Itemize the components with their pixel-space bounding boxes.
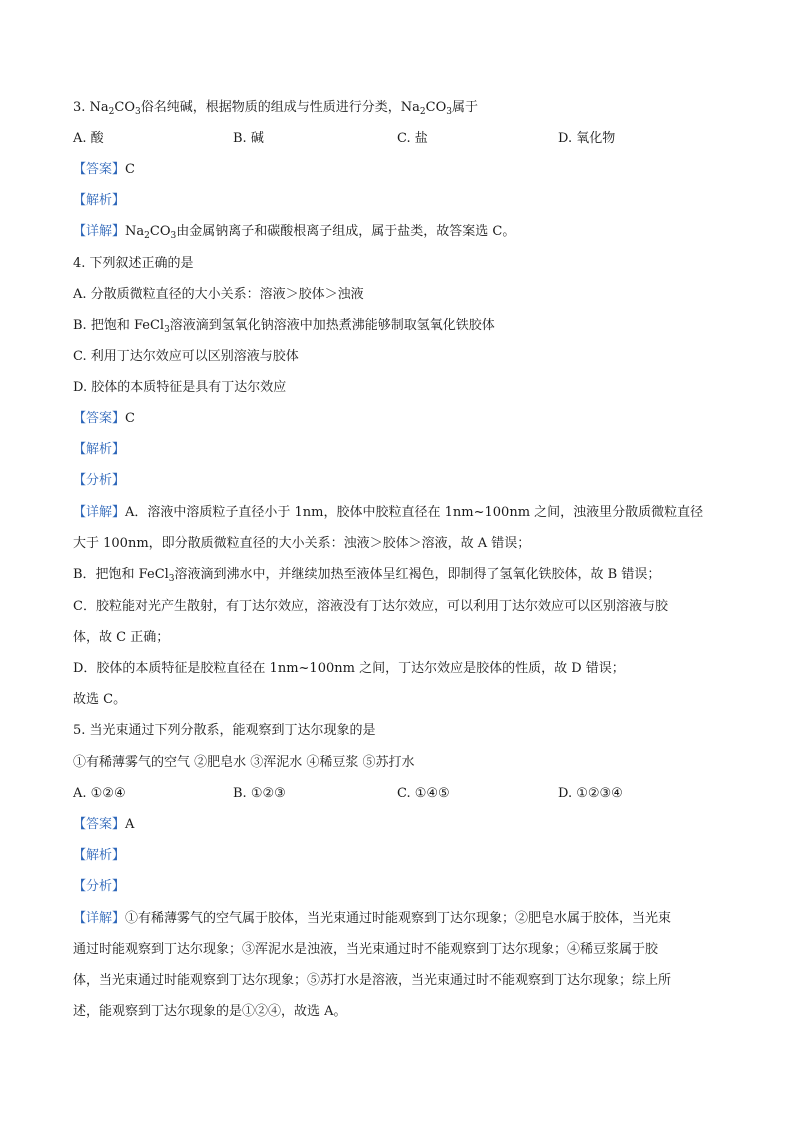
answer-tag: 【答案】	[73, 817, 126, 832]
answer-value: C	[125, 162, 135, 177]
q5-answer	[73, 816, 134, 834]
q3-option-b: B. 碱	[233, 131, 264, 146]
q3-stem-text: CO	[425, 100, 447, 115]
q5-detail-line-2: 通过时能观察到丁达尔现象；③浑泥水是浊液，当光束通过时不能观察到丁达尔现象；④稀豆浆属于胶	[73, 942, 659, 957]
q4-detail-line-7: 故选 C。	[73, 692, 127, 707]
q3-stem	[73, 99, 478, 121]
q5-items: ①有稀薄雾气的空气 ②肥皂水 ③浑泥水 ④稀豆浆 ⑤苏打水	[73, 755, 415, 770]
detail-tag: 【详解】	[73, 911, 126, 926]
q3-stem-subscript: 2	[108, 107, 115, 117]
q3-answer	[73, 161, 135, 179]
detail-subscript: 2	[144, 231, 150, 241]
q5-option-a: A. ①②④	[73, 786, 126, 801]
q3-stem-text: 俗名纯碱，根据物质的组成与性质进行分类，Na	[140, 100, 420, 115]
detail-tag: 【详解】	[73, 224, 126, 239]
answer-value: A	[125, 817, 135, 832]
q4-answer	[73, 410, 135, 428]
q5-option-b: B. ①②③	[233, 786, 286, 801]
detail-text: A．溶液中溶质粒子直径小于 1nm，胶体中胶粒直径在 1nm~100nm 之间，浊液里分散质微粒直径	[125, 505, 704, 520]
q3-stem-subscript: 2	[419, 107, 426, 117]
detail-text: ①有稀薄雾气的空气属于胶体，当光束通过时能观察到丁达尔现象；②肥皂水属于胶体，当光束	[125, 911, 672, 926]
q3-stem-text: CO	[114, 100, 136, 115]
q3-stem-subscript: 3	[135, 107, 141, 117]
q3-detail	[73, 223, 515, 245]
q5-option-c: C. ①④⑤	[397, 786, 450, 801]
q3-stem-subscript: 3	[446, 107, 452, 117]
fenxi-tag: 【分析】	[73, 879, 126, 894]
q4-option-d: D. 胶体的本质特征是具有丁达尔效应	[73, 380, 287, 395]
q5-detail-line-1	[73, 910, 671, 928]
q4-option-c: C. 利用丁达尔效应可以区别溶液与胶体	[73, 349, 299, 364]
q4-detail-line-2: 大于 100nm，即分散质微粒直径的大小关系：浊液＞胶体＞溶液，故 A 错误；	[73, 536, 531, 551]
q3-option-d: D. 氧化物	[558, 131, 616, 146]
q4-analysis	[73, 441, 125, 459]
q4-detail-line-4: C．胶粒能对光产生散射，有丁达尔效应，溶液没有丁达尔效应，可以利用丁达尔效应可以区别溶液与胶	[73, 599, 668, 614]
detail-text: 溶液滴到沸水中，并继续加热至液体呈红褐色，即制得了氢氧化铁胶体，故 B 错误；	[174, 567, 661, 582]
q4-detail-line-6: D．胶体的本质特征是胶粒直径在 1nm~100nm 之间，丁达尔效应是胶体的性质，故 D 错误；	[73, 661, 625, 676]
q4-option-a: A. 分散质微粒直径的大小关系：溶液＞胶体＞浊液	[73, 287, 364, 302]
detail-text: B．把饱和 FeCl	[73, 567, 169, 582]
q5-analysis	[73, 847, 125, 865]
answer-value: C	[125, 411, 135, 426]
analysis-tag: 【解析】	[73, 442, 126, 457]
detail-text: 由金属钠离子和碳酸根离子组成，属于盐类，故答案选 C。	[176, 224, 516, 239]
detail-tag: 【详解】	[73, 505, 126, 520]
analysis-tag: 【解析】	[73, 193, 126, 208]
detail-text: Na	[125, 224, 145, 239]
q3-stem-text: 属于	[451, 100, 478, 115]
detail-subscript: 3	[170, 231, 177, 241]
q4-stem: 4. 下列叙述正确的是	[73, 256, 194, 271]
q5-option-d: D. ①②③④	[558, 786, 623, 801]
q4-fenxi	[73, 472, 125, 490]
q5-detail-line-3: 体，当光束通过时能观察到丁达尔现象；⑤苏打水是溶液，当光束通过时不能观察到丁达尔现象；综上所	[73, 973, 672, 988]
analysis-tag: 【解析】	[73, 848, 126, 863]
q3-option-c: C. 盐	[397, 131, 428, 146]
option-text: B. 把饱和 FeCl	[73, 318, 165, 333]
q4-detail-line-1	[73, 504, 703, 522]
q3-analysis	[73, 192, 125, 210]
answer-tag: 【答案】	[73, 411, 126, 426]
q3-stem-text: 3. Na	[73, 100, 109, 115]
detail-text: CO	[149, 224, 171, 239]
option-subscript: 3	[164, 325, 170, 335]
q5-detail-line-4: 述，能观察到丁达尔现象的是①②④，故选 A。	[73, 1004, 347, 1019]
detail-subscript: 3	[168, 574, 175, 584]
option-text: 溶液滴到氢氧化钠溶液中加热煮沸能够制取氢氧化铁胶体	[169, 318, 495, 333]
q4-option-b	[73, 317, 495, 339]
q5-fenxi	[73, 878, 125, 896]
q4-detail-line-3	[73, 566, 660, 588]
q5-stem: 5. 当光束通过下列分散系，能观察到丁达尔现象的是	[73, 723, 376, 738]
q3-option-a: A. 酸	[73, 131, 104, 146]
q4-detail-line-5: 体，故 C 正确；	[73, 630, 170, 645]
answer-tag: 【答案】	[73, 162, 126, 177]
fenxi-tag: 【分析】	[73, 473, 126, 488]
